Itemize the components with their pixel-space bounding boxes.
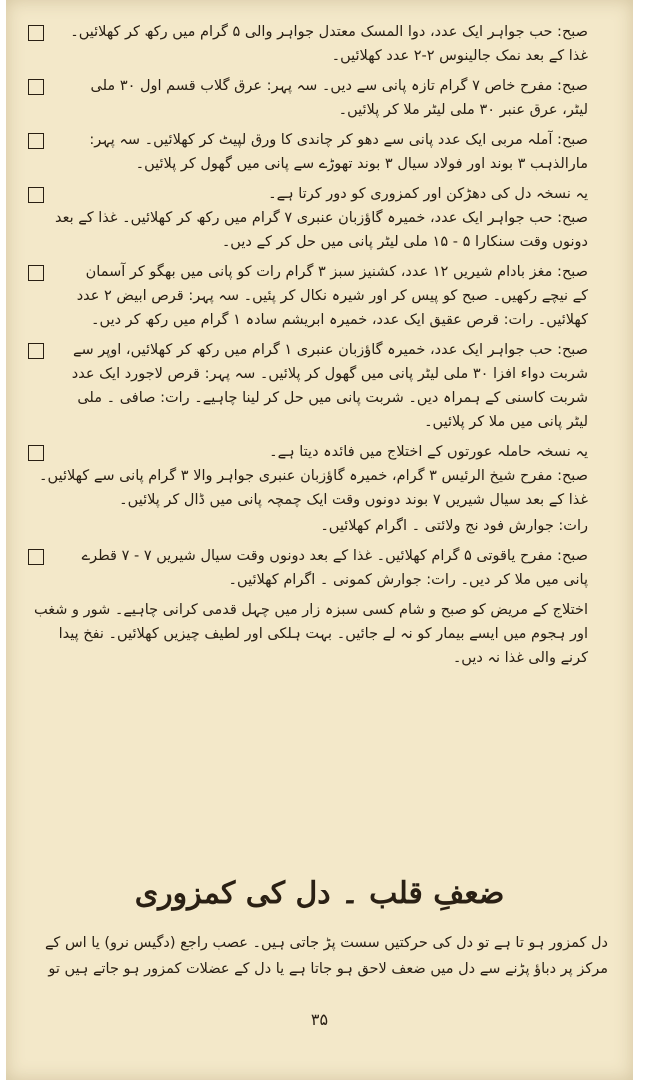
item-text: یہ نسخہ دل کی دھڑکن اور کمزوری کو دور کرتا ہے۔ [268,186,588,202]
list-item [28,128,588,176]
checkbox[interactable] [28,265,44,281]
list-item [28,544,588,592]
section-heading: ضعفِ قلب ۔ دل کی کمزوری [134,876,505,911]
book-page [6,0,633,1080]
checkbox[interactable] [28,445,44,461]
checkbox[interactable] [28,187,44,203]
item-text: صبح: مفرح خاص ۷ گرام تازہ پانی سے دیں۔ سہ پہر: عرق گلاب قسم اول ۳۰ ملی لیٹر، عرق عنبر ۳۰ ملی لیٹر ملا کر پلائیں۔ [90,78,588,118]
page-number: ۳۵ [310,1010,329,1029]
list-item [28,338,588,434]
list-item [28,182,588,254]
item-text: صبح: آملہ مربی ایک عدد پانی سے دھو کر چاندی کا ورق لپیٹ کر کھلائیں۔ سہ پہر: مارالذہب ۳ بوند اور فولاد سیال ۳ بوند تھوڑے سے پانی میں گھول کر پلائیں۔ [89,132,588,172]
checkbox[interactable] [28,25,44,41]
checkbox[interactable] [28,79,44,95]
checkbox[interactable] [28,549,44,565]
checkbox[interactable] [28,343,44,359]
list-item [28,74,588,122]
item-text: یہ نسخہ حاملہ عورتوں کے اختلاج میں فائدہ دیتا ہے۔ [269,444,588,460]
checkbox[interactable] [28,133,44,149]
list-item [28,440,588,538]
item-text: صبح: حب جواہر ایک عدد، خمیرہ گاؤزبان عنبری ۱ گرام میں رکھ کر کھلائیں، اوپر سے شربت دواء افزا ۳۰ ملی لیٹر پانی میں گھول کر پلائیں۔ سہ پہر: قرص لاجورد ایک عدد شربت کاسنی کے ہمراہ دیں۔ شربت پانی میں حل کر لینا چاہیے۔ رات: صافی ۔ ملی لیٹر پانی میں ملا کر پلائیں۔ [71,342,588,430]
remedy-list [28,20,588,670]
list-item [28,260,588,332]
item-text: صبح: مفرح یاقوتی ۵ گرام کھلائیں۔ غذا کے بعد دونوں وقت سیال شیریں ۷ - ۷ قطرے پانی میں ملا کر دیں۔ رات: جوارش کمونی ۔ اگرام کھلائیں۔ [81,548,588,588]
item-text: صبح: حب جواہر ایک عدد، دوا المسک معتدل جواہر والی ۵ گرام میں رکھ کر کھلائیں۔ غذا کے بعد نمک جالینوس ۲-۲ عدد کھلائیں۔ [70,24,588,64]
item-detail: صبح: حب جواہر ایک عدد، خمیرہ گاؤزبان عنبری ۷ گرام میں رکھ کر کھلائیں۔ غذا کے بعد دونوں وقت سنکارا ۵ - ۱۵ ملی لیٹر پانی میں حل کر کے دیں۔ [54,210,588,250]
item-detail: رات: جوارش فود نج ولائتی ۔ اگرام کھلائیں۔ [320,518,588,534]
list-item [28,20,588,68]
intro-paragraph: دل کمزور ہو تا ہے تو دل کی حرکتیں سست پڑ جاتی ہیں۔ عصب راجع (دگیس نرو) یا اس کے مرکز پر دباؤ پڑنے سے دل میں ضعف لاحق ہو جاتا ہے یا دل کے عضلات کمزور ہو جاتے ہیں تو [44,935,608,977]
closing-paragraph: اختلاج کے مریض کو صبح و شام کسی سبزہ زار میں چہل قدمی کرانی چاہیے۔ شور و شغب اور ہجوم میں ایسے بیمار کو نہ لے جائیں۔ بہت ہلکی اور لطیف چیزیں کھلائیں۔ نفخ پیدا کرنے والی غذا نہ دیں۔ [33,602,588,666]
item-text: صبح: مغز بادام شیریں ۱۲ عدد، کشنیز سبز ۳ گرام رات کو پانی میں بھگو کر آسمان کے نیچے رکھیں۔ صبح کو پیس کر اور شیرہ نکال کر پئیں۔ سہ پہر: قرص ابیض ۲ عدد کھلائیں۔ رات: قرص عقیق ایک عدد، خمیرہ ابریشم سادہ ۱ گرام میں رکھ کر دیں۔ [76,264,588,328]
item-detail: صبح: مفرح شیخ الرئیس ۳ گرام، خمیرہ گاؤزبان عنبری جواہر والا ۳ گرام پانی سے کھلائیں۔ غذا کے بعد سیال شیریں ۷ بوند دونوں وقت ایک چمچہ پانی میں ڈال کر پلائیں۔ [39,468,588,508]
